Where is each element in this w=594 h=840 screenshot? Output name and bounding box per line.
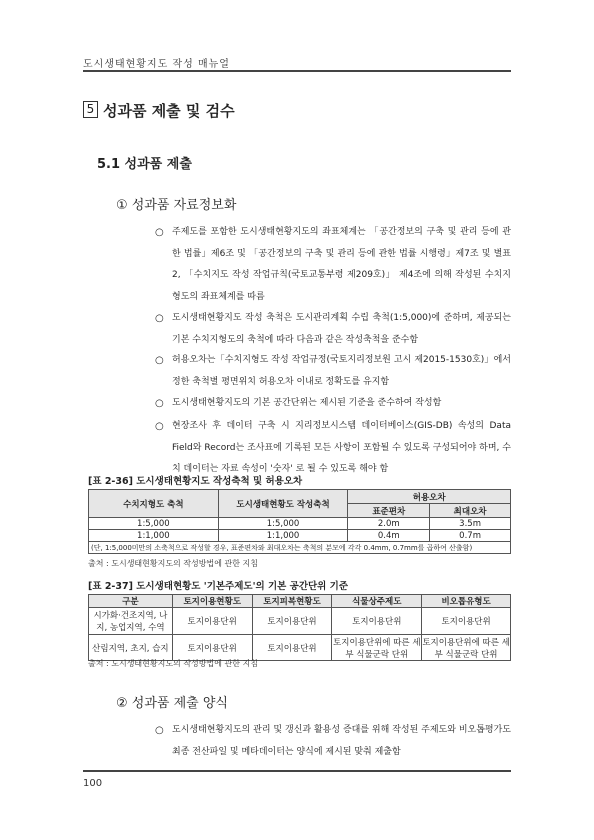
- table1: [88, 489, 511, 554]
- bullet-text: 도시생태현황지도의 관리 및 갱신과 활용성 증대를 위해 작성된 주제도와 비오톱평가도 최종 전산파일 및 메타데이터는 양식에 제시된 맞춰 제출함: [172, 725, 511, 757]
- circle-bullet-icon: ○: [155, 227, 164, 238]
- part1-title: ① 성과품 자료정보화: [116, 198, 237, 213]
- bullet-text: 도시생태현황지도의 기본 공간단위는 제시된 기준을 준수하여 작성함: [172, 398, 442, 408]
- table2-header-flora: 식물상주제도: [332, 595, 422, 608]
- bullet-text: 주제도를 포함한 도시생태현황지도의 좌표체계는 「공간정보의 구축 및 관리 등에 관한 법률」제6조 및 「공간정보의 구축 및 관리 등에 관한 법률 시행령」제7조 및 별표 2, 「수치지도 작성 작업규칙(국토교통부령 제209호)」 제4조에 의해 작성된 수치지형도의 좌표체계를 따름: [172, 227, 511, 302]
- table-cell: 1:5,000: [218, 518, 348, 530]
- table-cell: 토지이용단위에 따른 세부 식물군락 단위: [332, 635, 422, 661]
- table2-header-landuse: 토지이용현황도: [172, 595, 252, 608]
- part1-bullet-2: [155, 308, 511, 351]
- circle-bullet-icon: ○: [155, 421, 164, 432]
- table-cell: 토지이용단위: [332, 608, 422, 635]
- table2-source: 출처 : 도시생태현황지도의 작성방법에 관한 지침: [88, 659, 258, 668]
- header-rule: [83, 70, 511, 72]
- table-row: [89, 635, 511, 661]
- table-cell: 산림지역, 초지, 습지: [89, 635, 173, 661]
- subsection-title: 5.1 성과품 제출: [97, 157, 192, 172]
- circle-bullet-icon: ○: [155, 355, 164, 366]
- table-cell: 3.5m: [430, 518, 511, 530]
- table-cell: 토지이용단위에 따른 세부 식물군락 단위: [422, 635, 511, 661]
- table-cell: 토지이용단위: [172, 635, 252, 661]
- table-cell: 2.0m: [348, 518, 430, 530]
- page-number: 100: [83, 778, 103, 789]
- footer-rule: [83, 770, 511, 772]
- circle-bullet-icon: ○: [155, 398, 164, 409]
- table-cell: 시가화·건조지역, 나지, 농업지역, 수역: [89, 608, 173, 635]
- part1-bullet-3: [155, 350, 511, 393]
- table1-header-std-dev: 표준편차: [348, 504, 430, 518]
- table-cell: 1:1,000: [218, 530, 348, 542]
- table-row: [89, 608, 511, 635]
- table2-title: [표 2-37] 도시생태현황도 '기본주제도'의 기본 공간단위 기준: [88, 581, 349, 592]
- table-row: [89, 530, 511, 542]
- table1-header-tolerance: 허용오차: [348, 490, 511, 504]
- circle-bullet-icon: ○: [155, 313, 164, 324]
- part1-bullet-1: [155, 222, 511, 308]
- table1-source: 출처 : 도시생태현황지도의 작성방법에 관한 지침: [88, 559, 258, 568]
- running-header: 도시생태현황지도 작성 매뉴얼: [83, 59, 230, 70]
- table2: [88, 594, 511, 661]
- table-cell: 토지이용단위: [172, 608, 252, 635]
- section-title: 성과품 제출 및 검수: [103, 102, 235, 120]
- table-cell: 토지이용단위: [252, 608, 332, 635]
- table-note-row: [89, 542, 511, 554]
- bullet-text: 허용오차는「수치지형도 작성 작업규정(국토지리정보원 고시 제2015-1530호)」에서 정한 축척별 평면위치 허용오차 이내로 정확도를 유지함: [172, 355, 511, 387]
- table-cell: 0.7m: [430, 530, 511, 542]
- section-number-box: 5: [83, 101, 98, 118]
- table-row: [89, 518, 511, 530]
- table-cell: 토지이용단위: [422, 608, 511, 635]
- table2-header-biotope: 비오톱유형도: [422, 595, 511, 608]
- table1-header-max-err: 최대오차: [430, 504, 511, 518]
- table-cell: 토지이용단위: [252, 635, 332, 661]
- part1-bullet-4: [155, 393, 511, 415]
- table-cell: 0.4m: [348, 530, 430, 542]
- table2-header-category: 구분: [89, 595, 173, 608]
- bullet-text: 현장조사 후 데이터 구축 시 지리정보시스템 데이터베이스(GIS-DB) 속성의 Data Field와 Record는 조사표에 기록된 모든 사항이 포함될 수 있도록 구성되어야 하며, 수치 데이터는 자료 속성이 '숫자' 로 될 수 있도록 해야 함: [172, 421, 511, 474]
- circle-bullet-icon: ○: [155, 725, 164, 736]
- table1-header-scale: 수치지형도 축척: [89, 490, 219, 518]
- table1-note: (단, 1:5,000미만의 소축척으로 작성할 경우, 표준편차와 최대오차는 축척의 분모에 각각 0.4mm, 0.7mm를 곱하여 산출함): [89, 542, 511, 554]
- part1-bullet-5: [155, 416, 511, 481]
- table1-title: [표 2-36] 도시생태현황지도 작성축척 및 허용오차: [88, 476, 303, 487]
- bullet-text: 도시생태현황지도 작성 축척은 도시관리계획 수립 축척(1:5,000)에 준하며, 제공되는 기본 수치지형도의 축척에 따라 다음과 같은 작성축척을 준수함: [172, 313, 511, 345]
- table-cell: 1:5,000: [89, 518, 219, 530]
- part2-bullet-1: [155, 720, 511, 763]
- part2-title: ② 성과품 제출 양식: [116, 696, 228, 711]
- table2-header-landcover: 토지피복현황도: [252, 595, 332, 608]
- table1-header-map-scale: 도시생태현황도 작성축척: [218, 490, 348, 518]
- table-cell: 1:1,000: [89, 530, 219, 542]
